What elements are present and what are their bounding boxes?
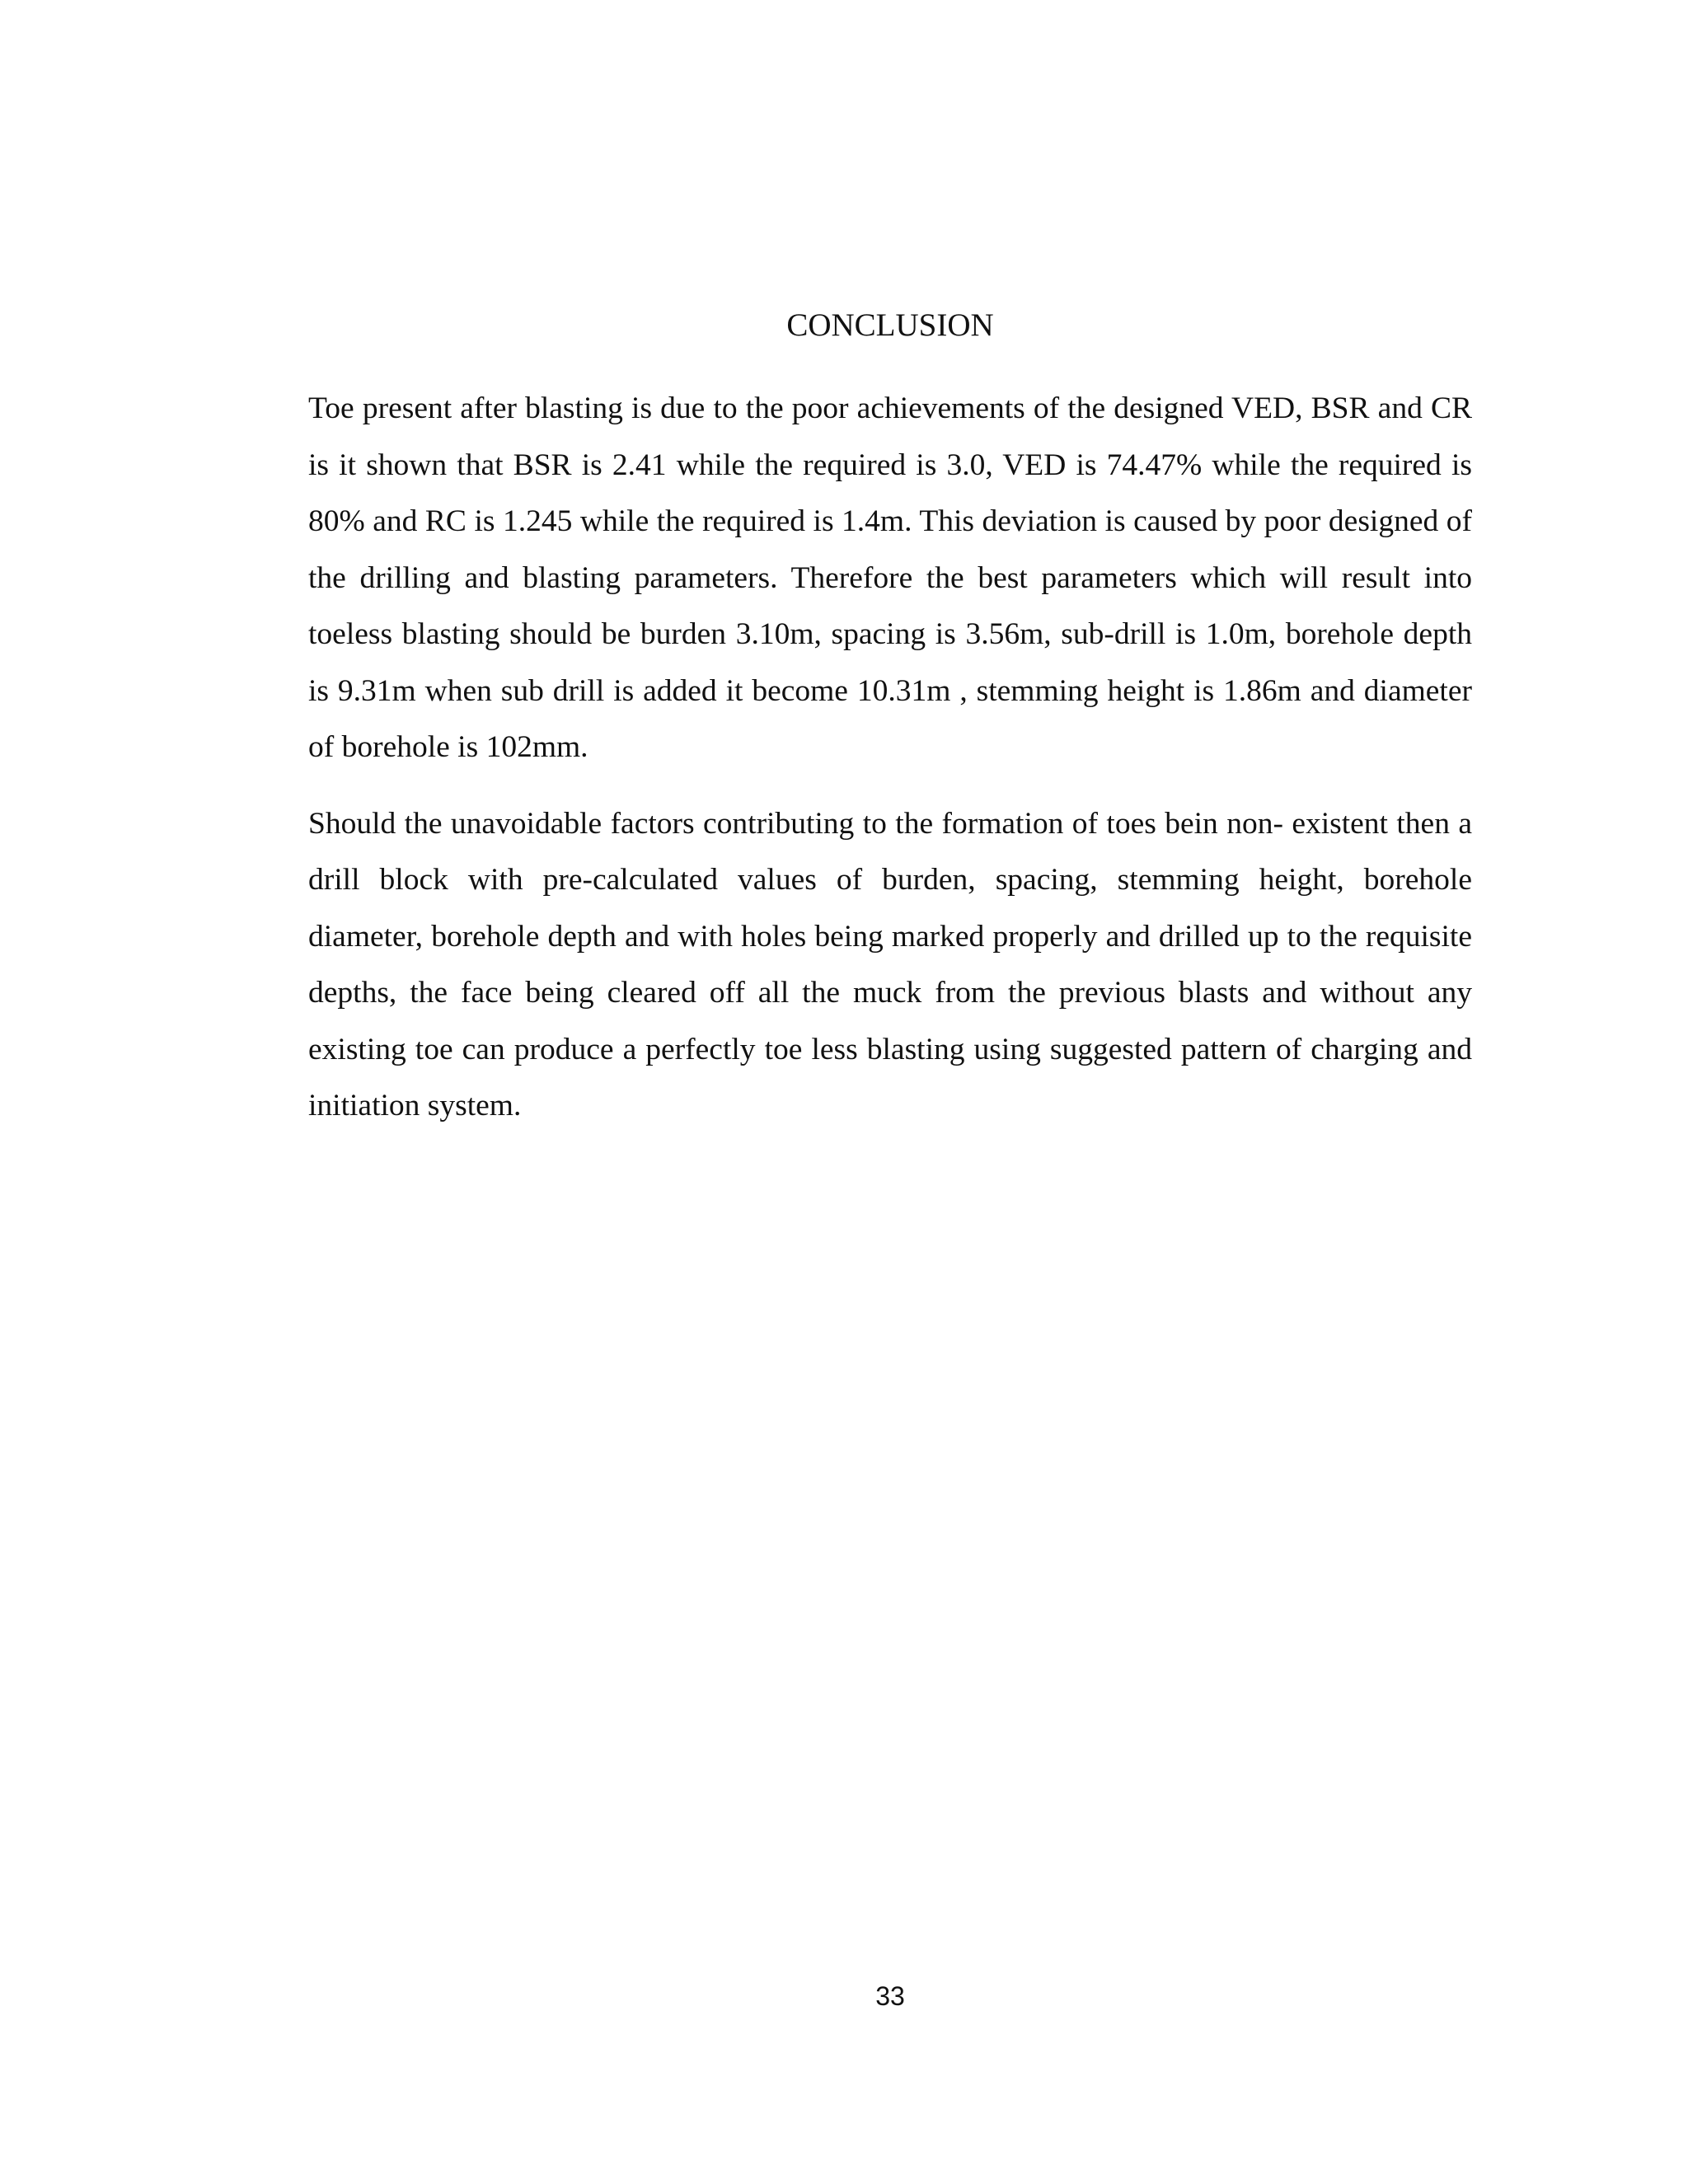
page-number: 33 (875, 1981, 905, 2011)
paragraph-1: Toe present after blasting is due to the poor achievements of the designed VED, BSR and CR is it shown that BSR is 2.41 while the required is 3.0, VED is 74.47% while the required is 80% and RC is 1.245 while the required is 1.4m. This deviation is caused by poor designed of the drilling and blasting parameters. Therefore the best parameters which will result into toeless blasting should be burden 3.10m, spacing is 3.56m, sub-drill is 1.0m, borehole depth is 9.31m when sub drill is added it become 10.31m , stemming height is 1.86m and diameter of borehole is 102mm. (308, 391, 1472, 764)
paragraph-2: Should the unavoidable factors contributing to the formation of toes bein non- existent then a drill block with pre-calculated values of burden, spacing, stemming height, borehole diameter, borehole depth and with holes being marked properly and drilled up to the requisite depths, the face being cleared off all the muck from the previous blasts and without any existing toe can produce a perfectly toe less blasting using suggested pattern of charging and initiation system. (308, 806, 1472, 1122)
section-heading: CONCLUSION (786, 307, 994, 343)
body-text (308, 381, 1472, 1135)
